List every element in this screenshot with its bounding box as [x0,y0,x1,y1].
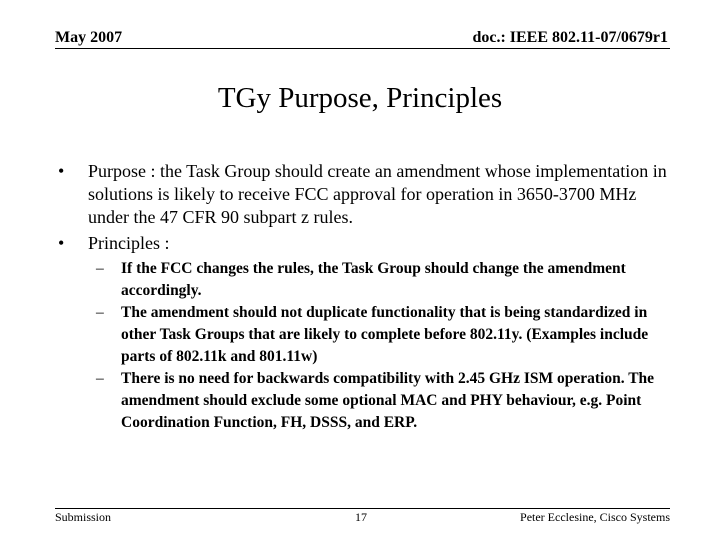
sub-bullet-marker: – [96,370,104,387]
bullet-marker: • [58,233,65,253]
header-date: May 2007 [55,29,123,46]
sub-bullet-text: The amendment should not duplicate functionality that is being standardized in other Task Groups that are likely to complete before 802.11y. (Examples include parts of 802.11k and 801.11w) [121,304,649,365]
slide-title: TGy Purpose, Principles [217,82,503,114]
bullet-principles [58,232,668,255]
sub-bullet-no-backwards-compat [96,368,668,434]
header-divider [55,48,670,49]
principles-list [96,258,668,434]
sub-bullet-no-duplication [96,302,668,368]
slide-body [58,160,668,434]
sub-bullet-fcc-rules [96,258,668,302]
footer-page-number: 17 [355,510,367,524]
bullet-text: Principles : [88,233,170,253]
sub-bullet-text: There is no need for backwards compatibility with 2.45 GHz ISM operation. The amendment should exclude some optional MAC and PHY behaviour, e.g. Point Coordination Function, FH, DSSS, and ERP. [121,370,655,431]
bullet-text: Purpose : the Task Group should create an amendment whose implementation in solutions is likely to receive FCC approval for operation in 3650-3700 MHz under the 47 CFR 90 subpart z rules. [88,161,667,227]
footer-divider [55,508,670,509]
footer-submission: Submission [55,510,112,524]
header-doc-id: doc.: IEEE 802.11-07/0679r1 [472,29,668,46]
bullet-purpose [58,160,668,229]
footer-author: Peter Ecclesine, Cisco Systems [520,510,670,524]
bullet-marker: • [58,161,65,181]
sub-bullet-marker: – [96,260,104,277]
sub-bullet-text: If the FCC changes the rules, the Task Group should change the amendment accordingly. [121,260,626,299]
sub-bullet-marker: – [96,304,104,321]
